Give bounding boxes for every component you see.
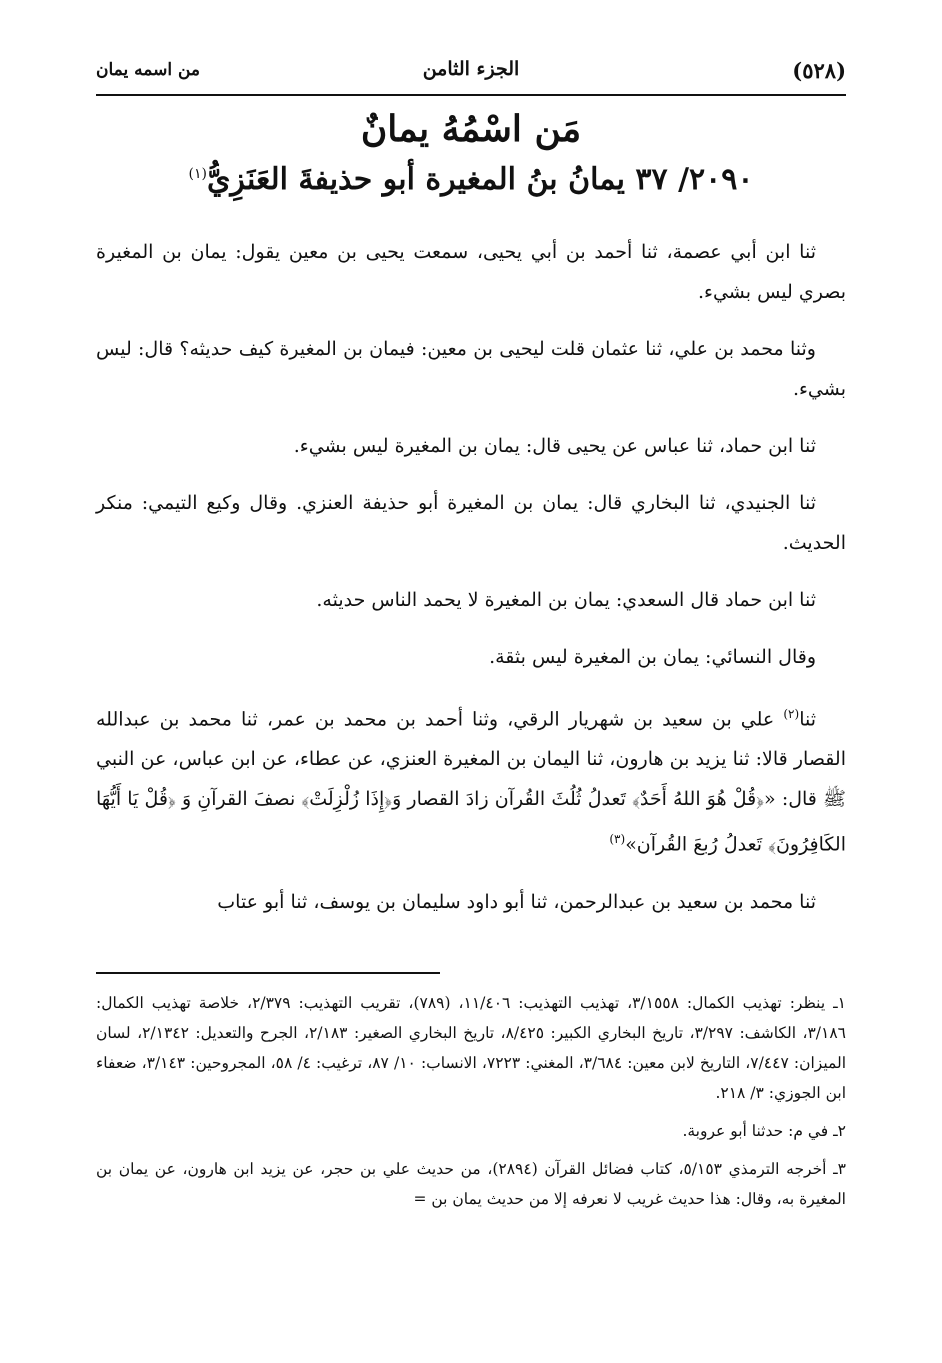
- footnote-ref: (١): [188, 166, 207, 182]
- main-text: [96, 232, 846, 939]
- footnote: ٢ـ في م: حدثنا أبو عروبة.: [682, 1122, 846, 1140]
- paragraph: ثنا ابن حماد قال السعدي: يمان بن المغيرة لا يحمد الناس حديثه.: [316, 589, 816, 611]
- chapter-title: مَن اسْمُهُ يمانٌ: [360, 108, 582, 150]
- paragraph-text: علي بن سعيد بن شهريار الرقي، وثنا أحمد بن محمد بن عمر، ثنا محمد بن عبدالله القصار قالا: ثنا يزيد بن هارون، ثنا اليمان بن المغيرة العنزي، عن عطاء، عن ابن عباس، عن النبي ﷺ قال: «﴿قُلْ هُوَ اللهُ أَحَدٌ﴾ تَعدلُ ثُلُثَ القُرآن زادَ القصار وَ﴿إِذَا زُلْزِلَتْ﴾ نصفَ القرآنِ وَ ﴿قُلْ يَا أَيُّهَا الكَافِرُونَ﴾ تَعدلُ رُبعَ القُرآن»: [96, 708, 846, 856]
- paragraph: [96, 694, 846, 865]
- page-number: (٥٢٨): [792, 58, 846, 83]
- entry-title: [96, 162, 846, 197]
- paragraph: ثنا الجنيدي، ثنا البخاري قال: يمان بن المغيرة أبو حذيفة العنزي. وقال وكيع التيمي: منكر الحديث.: [96, 492, 846, 554]
- paragraph: ثنا ابن أبي عصمة، ثنا أحمد بن أبي يحيى، سمعت يحيى بن معين يقول: يمان بن المغيرة بصري ليس بشيء.: [96, 241, 846, 303]
- footnotes: [96, 988, 846, 1222]
- footnote: ١ـ ينظر: تهذيب الكمال: ٣/١٥٥٨، تهذيب التهذيب: ١١/٤٠٦، (٧٨٩)، تقريب التهذيب: ٢/٣٧٩، خلاصة تهذيب الكمال: ٣/١٨٦، الكاشف: ٣/٢٩٧، تاريخ البخاري الكبير: ٨/٤٢٥، تاريخ البخاري الصغير: ٢/١٨٣، الجرح والتعديل: ٢/١٣٤٢، لسان الميزان: ٧/٤٤٧، التاريخ لابن معين: ٣/٦٨٤، المغني: ٧٢٢٣، الانساب: ١٠/ ٨٧، ترغيب: ٤/ ٥٨، المجروحين: ٣/١٤٣، ضعفاء ابن الجوزي: ٣/ ٢١٨.: [96, 994, 847, 1102]
- paragraph: ثنا محمد بن سعيد بن عبدالرحمن، ثنا أبو داود سليمان بن يوسف، ثنا أبو عتاب: [217, 890, 816, 913]
- paragraph-prefix: ثنا: [799, 708, 816, 731]
- entry-title-text: ٢٠٩٠/ ٣٧ يمانُ بنُ المغيرة أبو حذيفةَ العَنَزِيُّ: [206, 162, 754, 197]
- footnote: ٣ـ أخرجه الترمذي ٥/١٥٣، كتاب فضائل القرآن (٢٨٩٤)، من حديث علي بن حجر، عن يزيد ابن هارون، عن يمان بن المغيرة به، وقال: هذا حديث غريب لا نعرفه إلا من حديث يمان بن =: [96, 1160, 846, 1208]
- volume-label: الجزء الثامن: [422, 58, 520, 80]
- footnote-ref: (٢): [783, 707, 800, 721]
- footnote-ref: (٣): [609, 832, 626, 847]
- footnote-separator: [96, 972, 440, 974]
- chapter-running-title: من اسمه يمان: [96, 60, 201, 80]
- running-header: [96, 54, 846, 96]
- paragraph: وثنا محمد بن علي، ثنا عثمان قلت ليحيى بن معين: فيمان بن المغيرة كيف حديثه؟ قال: ليس بشيء.: [96, 338, 846, 400]
- paragraph: ثنا ابن حماد، ثنا عباس عن يحيى قال: يمان بن المغيرة ليس بشيء.: [293, 435, 816, 457]
- paragraph: وقال النسائي: يمان بن المغيرة ليس بثقة.: [489, 646, 816, 668]
